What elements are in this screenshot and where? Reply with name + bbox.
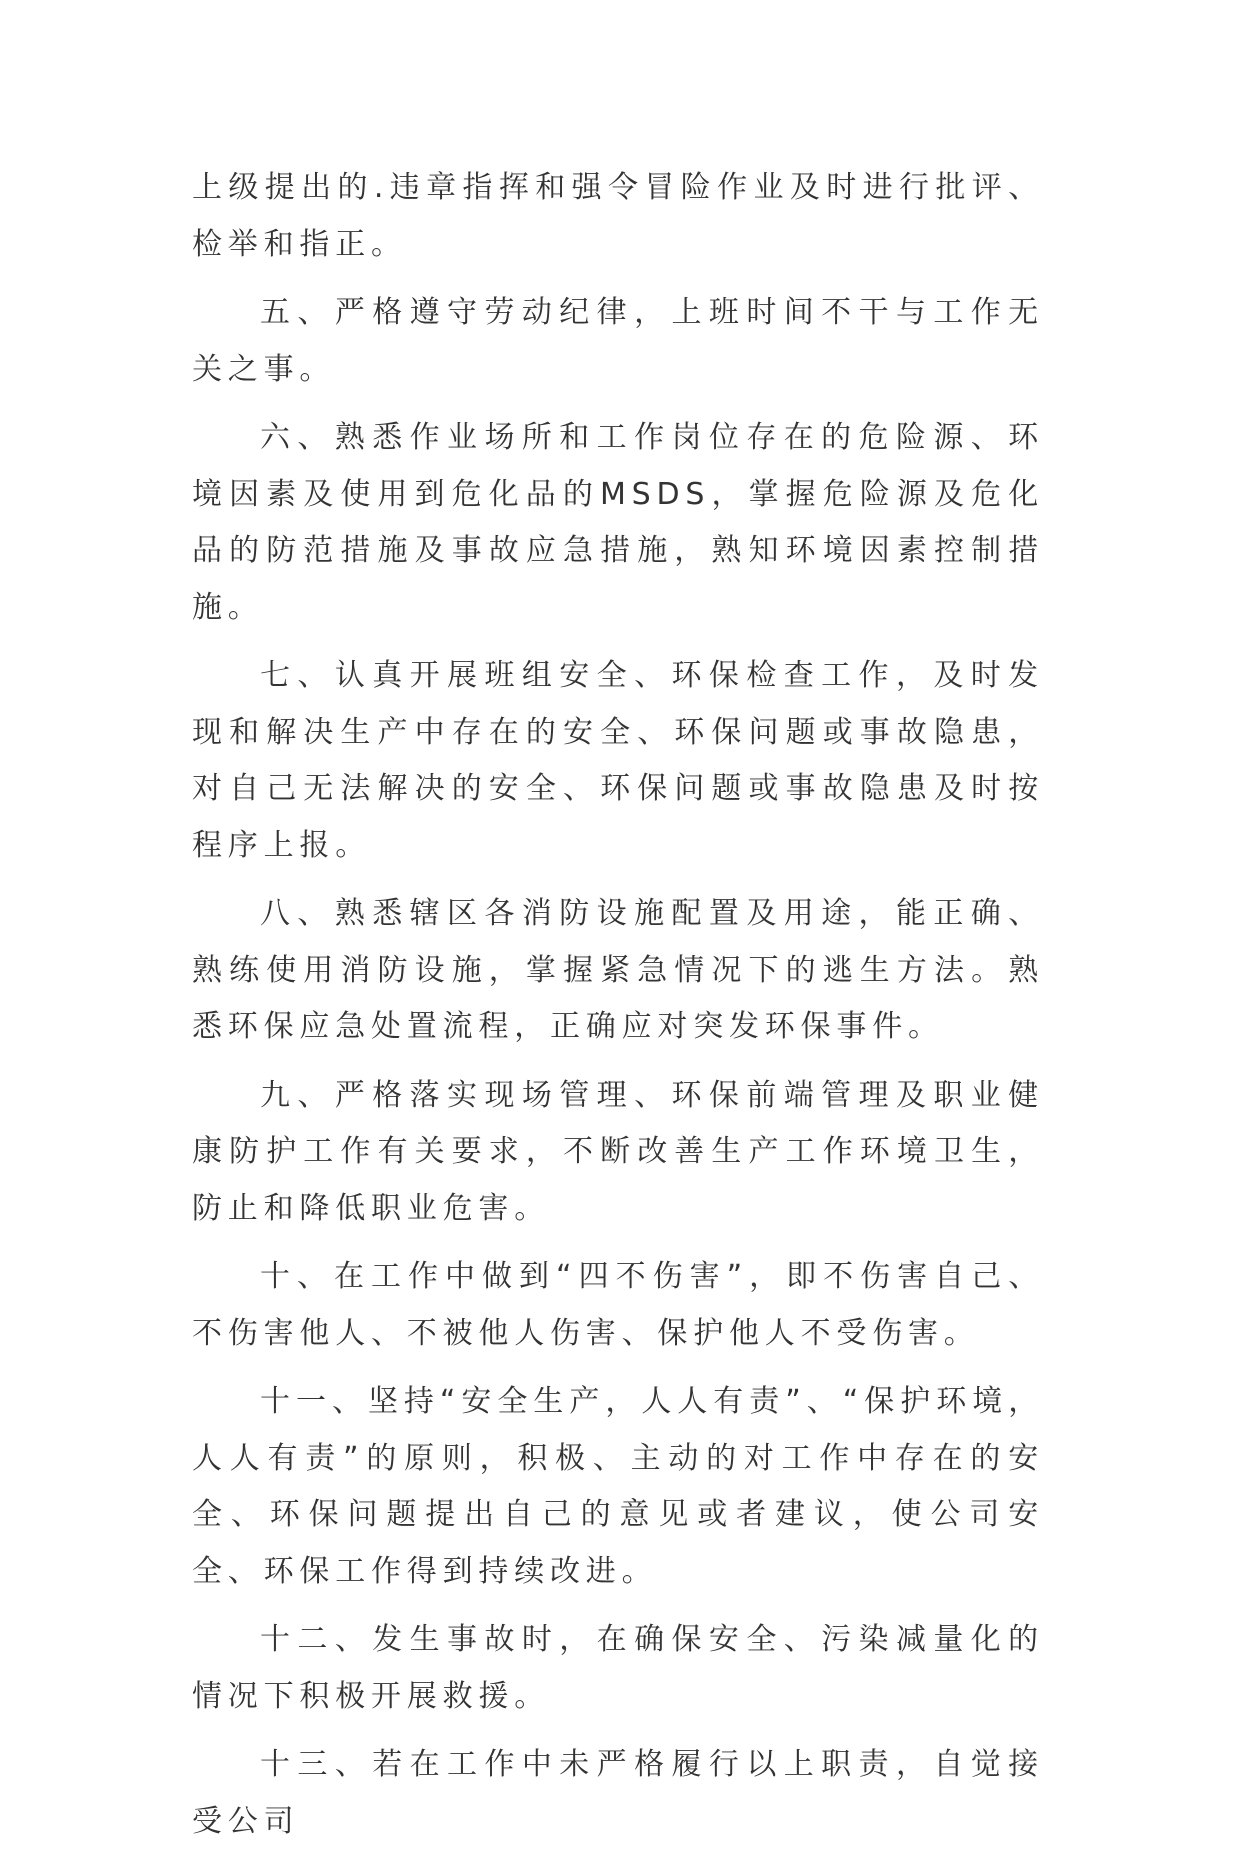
paragraph-item-12: 十二、发生事故时，在确保安全、污染减量化的情况下积极开展救援。 xyxy=(192,1622,1044,1714)
paragraph-item-10: 十、在工作中做到“四不伤害”，即不伤害自己、不伤害他人、不被他人伤害、保护他人不受伤害。 xyxy=(192,1259,1044,1351)
paragraph-item-5: 五、严格遵守劳动纪律，上班时间不干与工作无关之事。 xyxy=(192,295,1044,387)
document-body xyxy=(192,160,1044,1862)
paragraph-item-11: 十一、坚持“安全生产，人人有责”、“保护环境，人人有责”的原则，积极、主动的对工作中存在的安全、环保问题提出自己的意见或者建议，使公司安全、环保工作得到持续改进。 xyxy=(192,1384,1044,1589)
paragraph-item-9: 九、严格落实现场管理、环保前端管理及职业健康防护工作有关要求，不断改善生产工作环境卫生，防止和降低职业危害。 xyxy=(192,1077,1044,1226)
paragraph-continuation: 上级提出的.违章指挥和强令冒险作业及时进行批评、检举和指正。 xyxy=(192,170,1044,262)
paragraph-item-7: 七、认真开展班组安全、环保检查工作，及时发现和解决生产中存在的安全、环保问题或事故隐患，对自己无法解决的安全、环保问题或事故隐患及时按程序上报。 xyxy=(192,658,1044,863)
paragraph-item-13: 十三、若在工作中未严格履行以上职责，自觉接受公司 xyxy=(192,1747,1044,1839)
paragraph-item-8: 八、熟悉辖区各消防设施配置及用途，能正确、熟练使用消防设施，掌握紧急情况下的逃生方法。熟悉环保应急处置流程，正确应对突发环保事件。 xyxy=(192,896,1044,1044)
paragraph-item-6: 六、熟悉作业场所和工作岗位存在的危险源、环境因素及使用到危化品的MSDS，掌握危险源及危化品的防范措施及事故应急措施，熟知环境因素控制措施。 xyxy=(192,420,1044,625)
